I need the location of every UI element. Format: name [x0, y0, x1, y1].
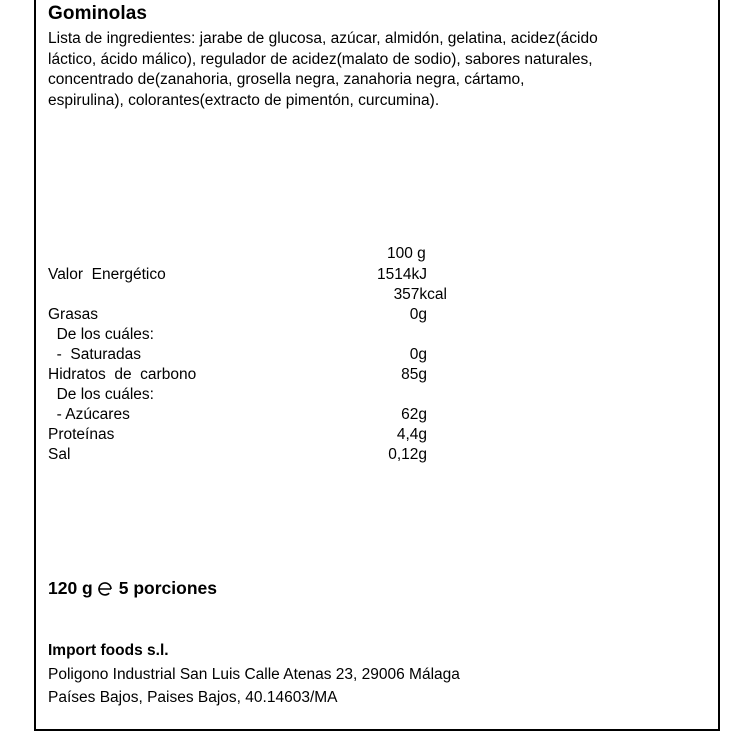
- ingredients-list: [48, 29, 670, 111]
- nutrition-value: 0,12g: [388, 446, 427, 463]
- ingredients-line: láctico, ácido málico), regulador de acidez(malato de sodio), sabores naturales,: [48, 50, 593, 68]
- nutrition-row-carbohydrates: [48, 365, 448, 385]
- nutrition-row-carbs-of-which: [48, 385, 448, 405]
- nutrition-per-100g-header: 100 g: [387, 245, 426, 262]
- nutrition-label: De los cuáles:: [48, 386, 154, 403]
- nutrition-row-fat-of-which: [48, 325, 448, 345]
- nutrition-value: 85g: [401, 366, 427, 383]
- manufacturer-address-line: Poligono Industrial San Luis Calle Atenas 23, 29006 Málaga: [48, 666, 460, 683]
- manufacturer-address-line: Países Bajos, Paises Bajos, 40.14603/MA: [48, 689, 338, 706]
- nutrition-row-sugars: [48, 405, 448, 425]
- nutrition-value: 62g: [401, 406, 427, 423]
- nutrition-row-energy-kj: [48, 265, 448, 285]
- net-weight: 120 g: [48, 578, 93, 598]
- nutrition-label: - Saturadas: [48, 346, 142, 363]
- nutrition-value: 0g: [409, 306, 427, 323]
- portions: 5 porciones: [118, 578, 217, 598]
- nutrition-value: 0g: [409, 346, 427, 363]
- estimated-sign-icon: [96, 580, 114, 598]
- manufacturer-name: Import foods s.l.: [48, 642, 169, 659]
- nutrition-value: 357kcal: [393, 286, 447, 303]
- nutrition-label: Proteínas: [48, 426, 115, 443]
- ingredients-line: concentrado de(zanahoria, grosella negra, zanahoria negra, cártamo,: [48, 71, 525, 88]
- ingredients-line: espirulina), colorantes(extracto de pimentón, curcumina).: [48, 91, 440, 109]
- nutrition-row-protein: [48, 425, 448, 445]
- nutrition-row-fat: [48, 305, 448, 325]
- nutrition-row-salt: [48, 445, 448, 465]
- nutrition-label: Hidratos de carbono: [48, 366, 197, 383]
- nutrition-row-saturated: [48, 345, 448, 365]
- nutrition-label: De los cuáles:: [48, 326, 154, 343]
- nutrition-label: - Azúcares: [48, 406, 130, 423]
- ingredients-line: Lista de ingredientes: jarabe de glucosa, azúcar, almidón, gelatina, acidez(ácido: [48, 30, 598, 47]
- nutrition-value: 4,4g: [396, 426, 427, 443]
- nutrition-label: Grasas: [48, 306, 98, 323]
- nutrition-label: Valor Energético: [48, 266, 166, 283]
- nutrition-value: 1514kJ: [377, 266, 427, 283]
- net-quantity: [48, 578, 217, 599]
- nutrition-label: Sal: [48, 446, 71, 463]
- nutrition-row-energy-kcal: [48, 285, 448, 305]
- product-name: Gominolas: [48, 3, 148, 24]
